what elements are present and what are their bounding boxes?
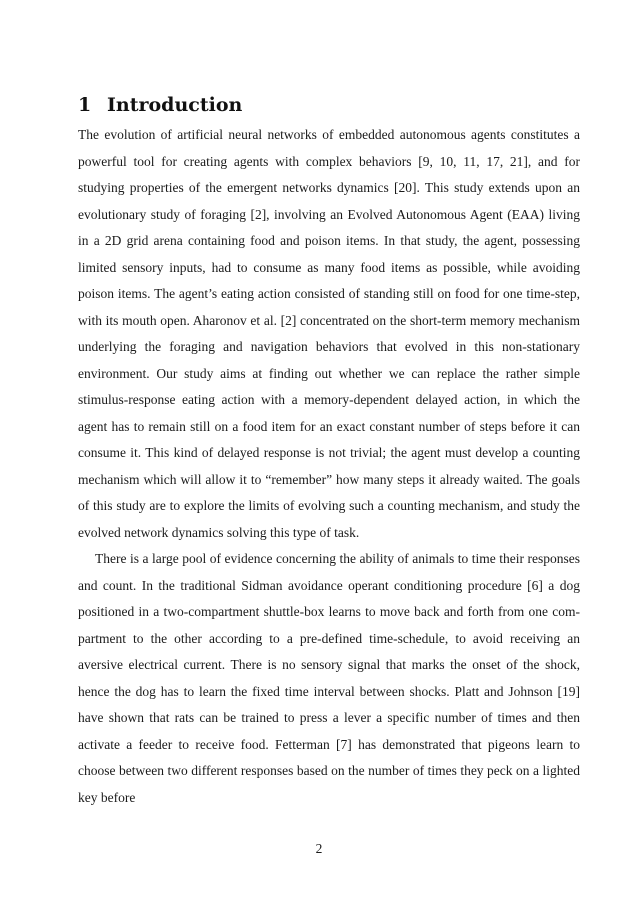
section-number: 1 xyxy=(78,93,92,116)
section-title: Introduction xyxy=(107,93,243,116)
page-number: 2 xyxy=(315,841,323,856)
paragraph: There is a large pool of evidence concerning the ability of animals to time their responses and count. In the traditional Sidman avoidance operant conditioning procedure [6] a dog positioned in a two-compartment shuttle-box learns to move back and forth from one compartment to the other according to a pre-defined time-schedule, to avoid receiving an aversive electrical current. There is no sensory signal that marks the onset of the shock, hence the dog has to learn the fixed time interval between shocks. Platt and Johnson [19] have shown that rats can be trained to press a lever a specific number of times and then activate a feeder to receive food. Fetterman [7] has demonstrated that pigeons learn to choose between two different responses based on the number of times they peck on a lighted key before xyxy=(78,551,580,805)
section-heading xyxy=(78,93,242,117)
paragraph: The evolution of artificial neural networks of embedded autonomous agents constitutes a powerful tool for creating agents with complex behaviors [9, 10, 11, 17, 21], and for studying properties of the emergent networks dynamics [20]. This study extends upon an evolutionary study of foraging [2], involving an Evolved Autonomous Agent (EAA) living in a 2D grid arena containing food and poison items. In that study, the agent, possessing limited sensory inputs, had to consume as many food items as possible, while avoiding poison items. The agent’s eating action consisted of standing still on food for one time-step, with its mouth open. Aharonov et al. [2] concentrated on the short-term memory mechanism underlying the foraging and navigation behaviors that evolved in this non-stationary environment. Our study aims at finding out whether we can replace the rather simple stimulus-response eating action with a memory-dependent delayed action, in which the agent has to remain still on a food item for an exact constant number of steps before it can consume it. This kind of delayed response is not trivial; the agent must develop a counting mechanism which will allow it to “remember” how many steps it already waited. The goals of this study are to explore the limits of evolving such a counting mechanism, and study the evolved network dynamics solving this type of task. xyxy=(78,127,580,540)
body-text xyxy=(78,122,580,811)
